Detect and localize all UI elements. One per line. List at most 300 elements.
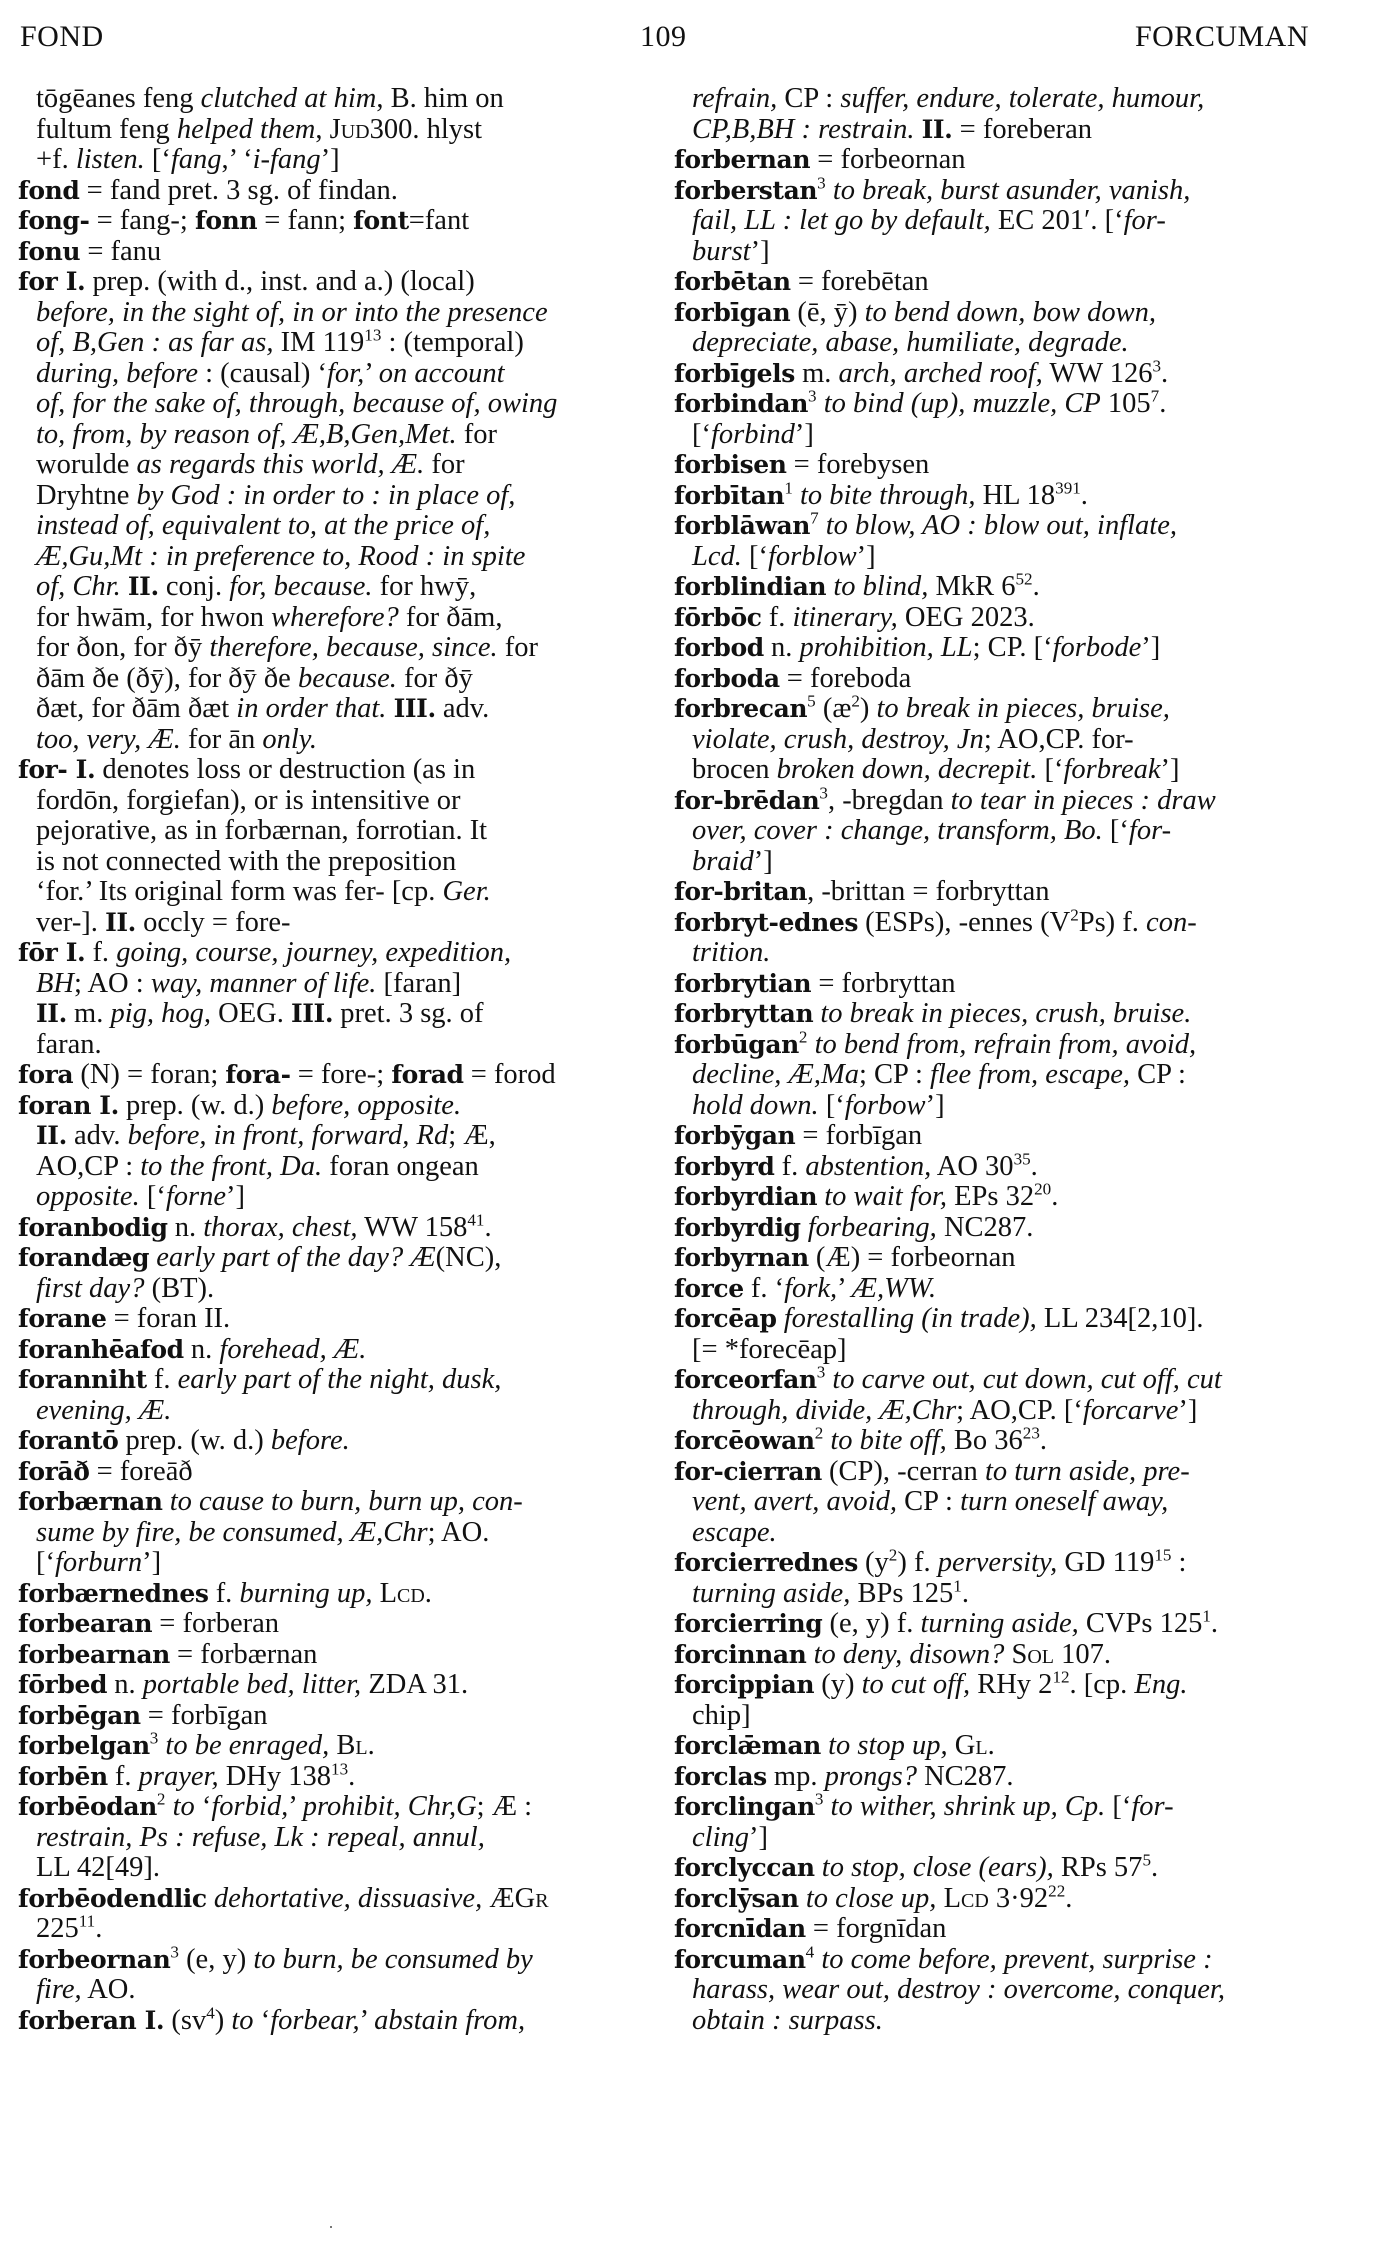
italic-gloss: broken down, decrepit.: [776, 754, 1038, 785]
roman-text: (ESPs), -ennes (V: [858, 906, 1071, 938]
small-caps-text: l: [355, 1730, 368, 1761]
italic-gloss: trition.: [692, 937, 771, 968]
entry-headword-line: [18, 1335, 664, 1366]
italic-gloss: to stop, close (ears),: [821, 1852, 1054, 1883]
roman-text: (e, y) f.: [822, 1608, 921, 1639]
small-caps-text: cd: [397, 1577, 425, 1609]
superscript: 11: [78, 1911, 96, 1931]
headword: forboda: [674, 663, 780, 693]
entry-headword-line: [18, 1487, 664, 1518]
headword: forblindian: [674, 572, 827, 601]
italic-gloss: to blow, AO : blow out, inflate,: [825, 510, 1177, 541]
italic-gloss: arch, arched roof,: [838, 357, 1043, 389]
italic-gloss: forbode: [1052, 632, 1142, 663]
entry-continuation-line: [674, 115, 1314, 146]
entry-continuation-line: [18, 1823, 664, 1854]
superscript: 35: [1013, 1149, 1031, 1168]
roman-text: ) f.: [897, 1547, 938, 1578]
headword: forbryttan: [674, 999, 814, 1028]
entry-continuation-line: [18, 145, 664, 176]
headword: fond: [18, 175, 80, 205]
roman-text: ; AO,CP. [‘: [956, 1394, 1083, 1426]
headword: for-brēdan: [674, 785, 820, 815]
roman-text: f.: [85, 937, 117, 968]
italic-gloss: before, opposite.: [271, 1089, 462, 1121]
italic-gloss: to deny, disown?: [813, 1638, 1005, 1670]
roman-text: .: [1080, 479, 1088, 511]
roman-text: pejorative, as in forbærnan, forrotian. It: [36, 815, 488, 846]
roman-text: = forgnīdan: [805, 1913, 947, 1944]
roman-text: prep. (w. d.): [118, 1425, 271, 1456]
superscript: 5: [807, 691, 816, 711]
italic-gloss: portable bed, litter,: [142, 1669, 362, 1700]
superscript: 4: [206, 2003, 215, 2022]
roman-text: CVPs 125: [1078, 1608, 1203, 1639]
roman-text: HL 18: [975, 479, 1056, 511]
headword: forbisen: [674, 450, 787, 479]
roman-text: [‘: [139, 1181, 166, 1212]
italic-gloss: helped them: [176, 113, 316, 145]
italic-gloss: Lcd.: [692, 540, 742, 572]
left-column: [18, 84, 664, 2036]
roman-text: ’]: [320, 144, 340, 175]
right-guide-word: FORCUMAN: [1134, 20, 1309, 53]
roman-text: OEG.: [211, 998, 291, 1029]
headword: forbryt-ednes: [674, 907, 859, 937]
roman-text: for: [497, 632, 539, 663]
italic-gloss: BH: [36, 967, 74, 999]
roman-text: tōgēanes feng: [36, 83, 201, 114]
entry-headword-line: [674, 298, 1314, 329]
roman-text: = foreboda: [779, 662, 912, 694]
roman-text: ðām ðe (ðȳ), for ðȳ ðe: [36, 662, 298, 694]
headword: forbūgan: [674, 1029, 799, 1059]
roman-text: WW 158: [357, 1211, 468, 1243]
headword: forbærnednes: [18, 1578, 209, 1608]
italic-gloss: to cut off,: [861, 1669, 971, 1700]
entry-headword-line: [674, 1762, 1314, 1793]
roman-text: :: [1171, 1547, 1187, 1578]
roman-text: [‘: [144, 144, 171, 175]
entry-headword-line: [674, 1667, 1314, 1701]
roman-text: [‘: [741, 540, 768, 572]
entry-continuation-line: [674, 1576, 1314, 1610]
italic-gloss: evening, Æ.: [36, 1394, 172, 1426]
entry-headword-line: [674, 508, 1314, 542]
roman-text: NC287.: [936, 1211, 1034, 1243]
roman-text: ; Æ :: [476, 1791, 533, 1822]
roman-text: Ps) f.: [1078, 906, 1147, 938]
entry-headword-line: [18, 1243, 664, 1274]
roman-text: [819, 510, 826, 541]
entry-headword-line: [674, 1243, 1314, 1274]
italic-gloss: forbear,: [270, 2004, 360, 2036]
roman-text: n.: [763, 632, 800, 663]
headword: II.: [921, 114, 953, 144]
roman-text: ÆG: [482, 1882, 536, 1914]
italic-gloss: fail, LL : let go by default,: [692, 205, 991, 236]
headword: foranbodig: [18, 1212, 168, 1242]
roman-text: m.: [66, 998, 111, 1029]
roman-text: [386, 693, 393, 724]
roman-text: , B. him on: [376, 83, 504, 114]
headword: fora: [18, 1060, 74, 1089]
roman-text: .: [1039, 1425, 1047, 1456]
superscript: 12: [1052, 1667, 1070, 1687]
entry-headword-line: [674, 1179, 1314, 1213]
entry-continuation-line: [18, 908, 664, 939]
roman-text: = forebysen: [786, 449, 930, 480]
entry-headword-line: [674, 1362, 1314, 1396]
italic-gloss: too, very, Æ.: [36, 723, 181, 755]
roman-text: = forbeornan: [810, 144, 966, 175]
italic-gloss: forblow: [767, 540, 857, 572]
roman-text: NC287.: [916, 1760, 1014, 1792]
italic-gloss: to the front, Da.: [140, 1150, 323, 1182]
headword: for-cierran: [674, 1456, 822, 1486]
superscript: 2: [814, 1423, 824, 1443]
entry-continuation-line: [18, 1030, 664, 1061]
small-caps-text: ol: [1027, 1638, 1055, 1670]
roman-text: ; CP :: [859, 1059, 931, 1090]
entry-continuation-line: [18, 877, 664, 908]
italic-gloss: to burn, be consumed by: [253, 1943, 533, 1975]
entry-headword-line: [674, 145, 1314, 176]
italic-gloss: turn oneself away,: [960, 1486, 1169, 1517]
headword: forbēodendlic: [18, 1883, 207, 1913]
roman-text: (y: [857, 1547, 889, 1578]
roman-text: n.: [167, 1211, 204, 1243]
entry-headword-line: [18, 1426, 664, 1457]
roman-text: = foreāð: [89, 1455, 193, 1487]
headword: forad: [391, 1060, 464, 1089]
roman-text: CP :: [896, 1486, 961, 1517]
roman-text: L: [372, 1577, 397, 1609]
roman-text: ’]: [750, 235, 770, 267]
roman-text: = forebētan: [790, 266, 929, 297]
italic-gloss: to break in pieces, crush, bruise.: [820, 998, 1192, 1029]
roman-text: = fand pret. 3 sg. of findan.: [79, 174, 398, 206]
roman-text: ’]: [142, 1547, 162, 1578]
entry-continuation-line: [18, 1152, 664, 1183]
roman-text: (æ: [815, 693, 852, 724]
italic-gloss: abstention,: [805, 1150, 932, 1182]
italic-gloss: forehead, Æ.: [219, 1333, 367, 1365]
roman-text: faran.: [36, 1028, 102, 1060]
small-caps-text: r: [535, 1882, 549, 1914]
entry-continuation-line: [18, 786, 664, 817]
headword: forbernan: [674, 145, 811, 174]
roman-text: ’]: [856, 540, 876, 572]
roman-text: [163, 1486, 170, 1517]
italic-gloss: to bite off,: [830, 1425, 947, 1456]
superscript: 2: [888, 1545, 898, 1565]
entry-continuation-line: [18, 847, 664, 878]
entry-continuation-line: [18, 1274, 664, 1305]
italic-gloss: prayer,: [138, 1760, 219, 1792]
roman-text: ; CP. [‘: [972, 632, 1053, 663]
roman-text: [914, 114, 921, 145]
roman-text: AO 30: [931, 1150, 1014, 1182]
italic-gloss: to blind,: [833, 571, 929, 602]
roman-text: = fang-;: [89, 205, 195, 236]
headword: fōr I.: [18, 938, 86, 967]
roman-text: [821, 1730, 828, 1761]
roman-text: , -brittan = forbryttan: [807, 876, 1050, 907]
roman-text: LL 42[49].: [36, 1852, 160, 1883]
headword: forbēgan: [18, 1700, 141, 1730]
headword: forcierrednes: [674, 1548, 858, 1577]
roman-text: ’]: [225, 1181, 245, 1212]
headword: forbētan: [674, 267, 791, 296]
roman-text: f.: [761, 601, 793, 633]
entry-headword-line: [674, 1789, 1314, 1823]
entry-headword-line: [674, 1942, 1314, 1976]
italic-gloss: to wait for,: [824, 1181, 948, 1212]
superscript: 4: [805, 1942, 815, 1961]
roman-text: [‘: [1037, 754, 1064, 785]
headword: forane: [18, 1304, 107, 1333]
roman-text: = forbærnan: [169, 1638, 318, 1670]
superscript: 1: [1202, 1606, 1211, 1626]
italic-gloss: as regards this world, Æ.: [136, 449, 425, 480]
entry-headword-line: [18, 1759, 664, 1793]
italic-gloss: burst: [692, 235, 751, 267]
superscript: 2: [798, 1027, 808, 1046]
roman-text: .: [367, 1730, 375, 1761]
italic-gloss: to bite through,: [799, 479, 976, 511]
roman-text: [806, 1639, 813, 1670]
entry-headword-line: [674, 664, 1314, 695]
superscript: 41: [467, 1210, 485, 1229]
roman-text: ’: [364, 357, 379, 389]
roman-text: 3·92: [988, 1882, 1049, 1914]
entry-headword-line: [18, 2003, 664, 2037]
right-column: [674, 84, 1314, 2036]
headword: forbod: [674, 633, 764, 662]
entry-continuation-line: [674, 1701, 1314, 1732]
italic-gloss: forbow: [844, 1089, 926, 1121]
italic-gloss: forburn: [54, 1547, 143, 1578]
entry-headword-line: [674, 267, 1314, 298]
roman-text: [826, 175, 833, 206]
headword: forāð: [18, 1456, 90, 1486]
superscript: 3: [1152, 356, 1162, 375]
entry-continuation-line: [18, 1853, 664, 1884]
roman-text: [‘: [818, 1089, 845, 1121]
roman-text: mp.: [766, 1760, 825, 1792]
roman-text: f.: [208, 1577, 240, 1609]
roman-text: is not connected with the preposition: [36, 845, 457, 877]
italic-gloss: forbreak: [1063, 754, 1161, 785]
roman-text: 105: [1100, 388, 1151, 419]
italic-gloss: to wither, shrink up, Cp.: [830, 1791, 1106, 1822]
italic-gloss: forestalling (in trade),: [783, 1303, 1037, 1334]
entry-continuation-line: [674, 1975, 1314, 2006]
italic-gloss: during, before: [36, 357, 199, 389]
roman-text: adv.: [66, 1120, 128, 1151]
headword: forbrytian: [674, 968, 812, 998]
roman-text: 300. hlyst: [369, 113, 483, 145]
headword: forcēap: [674, 1304, 777, 1333]
entry-headword-line: [674, 386, 1314, 420]
italic-gloss: perversity,: [937, 1547, 1058, 1578]
italic-gloss: fang: [170, 144, 222, 175]
entry-continuation-line: [18, 542, 664, 573]
headword: fong-: [18, 206, 90, 235]
entry-headword-line: [674, 1731, 1314, 1762]
entry-headword-line: [18, 1579, 664, 1610]
entry-headword-line: [674, 1881, 1314, 1915]
headword: forcinnan: [674, 1639, 807, 1669]
roman-text: [777, 1303, 784, 1334]
italic-gloss: to, from, by reason of, Æ,B,Gen,Met.: [36, 418, 457, 450]
italic-gloss: instead of, equivalent to, at the price of,: [36, 510, 491, 541]
headword: forcuman: [674, 1944, 806, 1974]
italic-gloss: before, in the sight of, in or into the presence: [36, 296, 548, 328]
entry-headword-line: [674, 1545, 1314, 1579]
roman-text: = fore-;: [290, 1059, 392, 1090]
italic-gloss: flee from, escape,: [930, 1059, 1130, 1090]
italic-gloss: over, cover : change, transform, Bo.: [692, 815, 1103, 846]
left-guide-word: FOND: [20, 20, 104, 53]
roman-text: ZDA 31.: [361, 1669, 469, 1700]
italic-gloss: in order that.: [236, 693, 387, 724]
italic-gloss: i-fang: [252, 144, 321, 175]
entry-continuation-line: [674, 206, 1314, 237]
roman-text: AO.: [81, 1974, 136, 2005]
entry-headword-line: [674, 1850, 1314, 1884]
entry-headword-line: [18, 1670, 664, 1701]
roman-text: EC 201′. [‘: [990, 205, 1124, 236]
roman-text: +f.: [36, 144, 76, 175]
headword: force: [674, 1273, 744, 1303]
headword: II.: [127, 572, 159, 601]
superscript: 7: [810, 508, 819, 528]
italic-gloss: to: [231, 2004, 254, 2036]
roman-text: n.: [107, 1669, 143, 1700]
entry-headword-line: [674, 1149, 1314, 1183]
headword: forberstan: [674, 175, 818, 205]
entry-continuation-line: [18, 1396, 664, 1427]
entry-continuation-line: [18, 633, 664, 664]
headword: font: [353, 206, 409, 235]
entry-continuation-line: [674, 1060, 1314, 1091]
entry-headword-line: [674, 450, 1314, 481]
roman-text: DHy 138: [218, 1760, 332, 1792]
entry-continuation-line: [674, 816, 1314, 847]
headword: forbelgan: [18, 1731, 150, 1760]
entry-continuation-line: [18, 1975, 664, 2006]
entry-continuation-line: [18, 84, 664, 115]
roman-text: : (causal) ‘: [198, 357, 327, 389]
entry-headword-line: [674, 969, 1314, 1000]
roman-text: ’: [837, 1272, 852, 1304]
entry-continuation-line: [18, 115, 664, 146]
headword: forclyccan: [674, 1853, 815, 1882]
roman-text: .: [1030, 1150, 1038, 1182]
headword: fora-: [225, 1060, 291, 1089]
roman-text: ’]: [1141, 632, 1161, 663]
italic-gloss: for-: [1123, 205, 1166, 236]
superscript: 15: [1154, 1545, 1172, 1565]
entry-continuation-line: [674, 1396, 1314, 1427]
roman-text: [801, 1212, 808, 1243]
italic-gloss: abstain from,: [374, 2004, 526, 2036]
entry-headword-line: [674, 1457, 1314, 1488]
italic-gloss: to bend down, bow down,: [864, 296, 1156, 328]
headword: forbærnan: [18, 1487, 163, 1516]
superscript: 1: [784, 478, 793, 497]
italic-gloss: suffer, endure, tolerate, humour,: [840, 83, 1205, 114]
entry-continuation-line: [674, 84, 1314, 115]
entry-headword-line: [18, 1609, 664, 1640]
headword: forbyrdian: [674, 1182, 818, 1211]
entry-headword-line: [18, 267, 664, 298]
roman-text: [121, 571, 128, 602]
italic-gloss: to break in pieces, bruise,: [876, 693, 1170, 724]
roman-text: (Æ) = forbeornan: [808, 1242, 1016, 1273]
roman-text: IM 119: [273, 327, 365, 358]
roman-text: [815, 1852, 822, 1883]
entry-headword-line: [18, 1210, 664, 1244]
superscript: 2: [851, 691, 860, 711]
entry-headword-line: [18, 1304, 664, 1335]
superscript: 3: [170, 1942, 179, 1961]
roman-text: [823, 1791, 830, 1822]
roman-text: MkR 6: [928, 571, 1016, 602]
roman-text: CP :: [777, 83, 841, 114]
entry-continuation-line: [674, 938, 1314, 969]
superscript: 23: [1022, 1423, 1040, 1443]
italic-gloss: opposite.: [36, 1181, 140, 1212]
superscript: 391: [1055, 478, 1081, 497]
entry-headword-line: [674, 1606, 1314, 1640]
italic-gloss: to cause to burn, burn up, con-: [169, 1486, 523, 1517]
roman-text: .: [987, 1730, 995, 1761]
roman-text: .: [1150, 1852, 1159, 1883]
roman-text: RPs 57: [1053, 1852, 1143, 1883]
entry-headword-line: [18, 237, 664, 268]
roman-text: = forberan: [152, 1608, 279, 1639]
roman-text: = forbryttan: [811, 967, 956, 999]
entry-headword-line: [674, 1914, 1314, 1945]
headword: foranniht: [18, 1365, 147, 1394]
roman-text: for: [456, 418, 497, 450]
italic-gloss: pig, hog,: [110, 998, 211, 1029]
entry-continuation-line: [18, 1121, 664, 1152]
page-number: 109: [640, 20, 687, 53]
italic-gloss: therefore, because, since.: [209, 632, 498, 663]
entry-continuation-line: [674, 420, 1314, 451]
entry-continuation-line: [18, 450, 664, 481]
roman-text: ’]: [1160, 754, 1180, 785]
stray-print-mark: [330, 2226, 332, 2228]
headword: forbyrdig: [674, 1212, 801, 1242]
roman-text: GD 119: [1057, 1547, 1155, 1578]
roman-text: f.: [774, 1150, 806, 1182]
roman-text: [faran]: [376, 967, 462, 999]
entry-headword-line: [674, 633, 1314, 664]
roman-text: = forbīgan: [140, 1699, 268, 1731]
italic-gloss: prongs?: [824, 1760, 917, 1792]
roman-text: for ðon, for ðȳ: [36, 632, 210, 663]
headword: forbyrd: [674, 1151, 775, 1181]
superscript: 7: [1150, 386, 1160, 406]
roman-text: [207, 1883, 214, 1914]
roman-text: = foran II.: [106, 1303, 231, 1334]
roman-text: 107.: [1054, 1638, 1112, 1670]
